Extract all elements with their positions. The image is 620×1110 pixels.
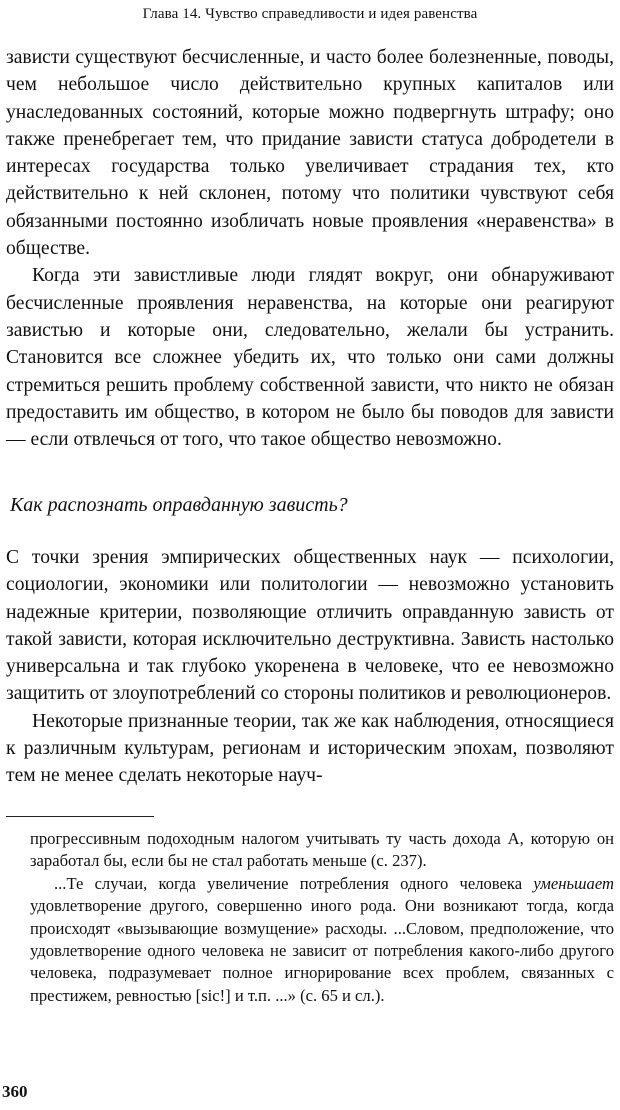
- body-text-top: [6, 44, 614, 453]
- paragraph-3: С точки зрения эмпирических общественных наук — психологии, социологии, экономики или политологии — невозможно установить надежные критерии, позволяющие отличить оправданную зависть от такой зависти, которая исключительно деструктивна. Зависть настолько универсальна и так глубоко укоренена в человеке, что ее невозможно защитить от злоупотреблений со стороны политиков и революционеров.: [6, 547, 614, 705]
- body-text-bottom: [6, 544, 614, 790]
- footnote-text-part: удовлетворение другого, совершенно иного рода. Они возникают тогда, когда происходят «вызывающие возмущение» расходы. ...Словом, предположение, что удовлетворение одного человека не зависит от потребления какого-либо другого человека, подразумевает полное игнорирование всех проблем, связанных с престижем, ревностью [sic!] и т.п. ...» (с. 65 и сл.).: [30, 896, 614, 1005]
- paragraph-1: зависти существуют бесчисленные, и часто более болезненные, поводы, чем небольшое число действительно крупных капиталов или унаследованных состояний, которые можно подвергнуть штрафу; оно также пренебрегает тем, что придание зависти статуса добродетели в интересах государства только увеличивает страдания тех, кто действительно к ней склонен, потому что политики чувствуют себя обязанными постоянно изобличать новые проявления «неравенства» в обществе.: [6, 47, 614, 260]
- footnote-paragraph-2: [30, 873, 614, 1007]
- paragraph-2: Когда эти завистливые люди глядят вокруг, они обнаруживают бесчисленные проявления неравенства, на которые они реагируют завистью и которые они, следовательно, желали бы устранить. Становится все сложнее убедить их, что только они сами должны стремиться решить проблему собственной зависти, что никто не обязан предоставить им общество, в котором не было бы поводов для зависти — если отвлечься от того, что такое общество невозможно.: [6, 265, 614, 451]
- section-heading: Как распознать оправданную зависть?: [10, 494, 348, 516]
- footnote-block: [30, 828, 614, 1007]
- footnote-paragraph-1: прогрессивным подоходным налогом учитывать ту часть дохода A, которую он заработал бы, если бы не стал работать меньше (с. 237).: [30, 829, 614, 871]
- paragraph-4: Некоторые признанные теории, так же как наблюдения, относящиеся к различным культурам, регионам и историческим эпохам, позволяют тем не менее сделать некоторые науч-: [6, 710, 614, 787]
- page-number: 360: [2, 1082, 28, 1101]
- footnote-divider: [6, 816, 154, 817]
- footnote-emphasis: уменьшает: [533, 873, 614, 893]
- running-header: Глава 14. Чувство справедливости и идея равенства: [142, 6, 478, 22]
- footnote-text-part: ...Те случаи, когда увеличение потребления одного человека: [54, 873, 534, 893]
